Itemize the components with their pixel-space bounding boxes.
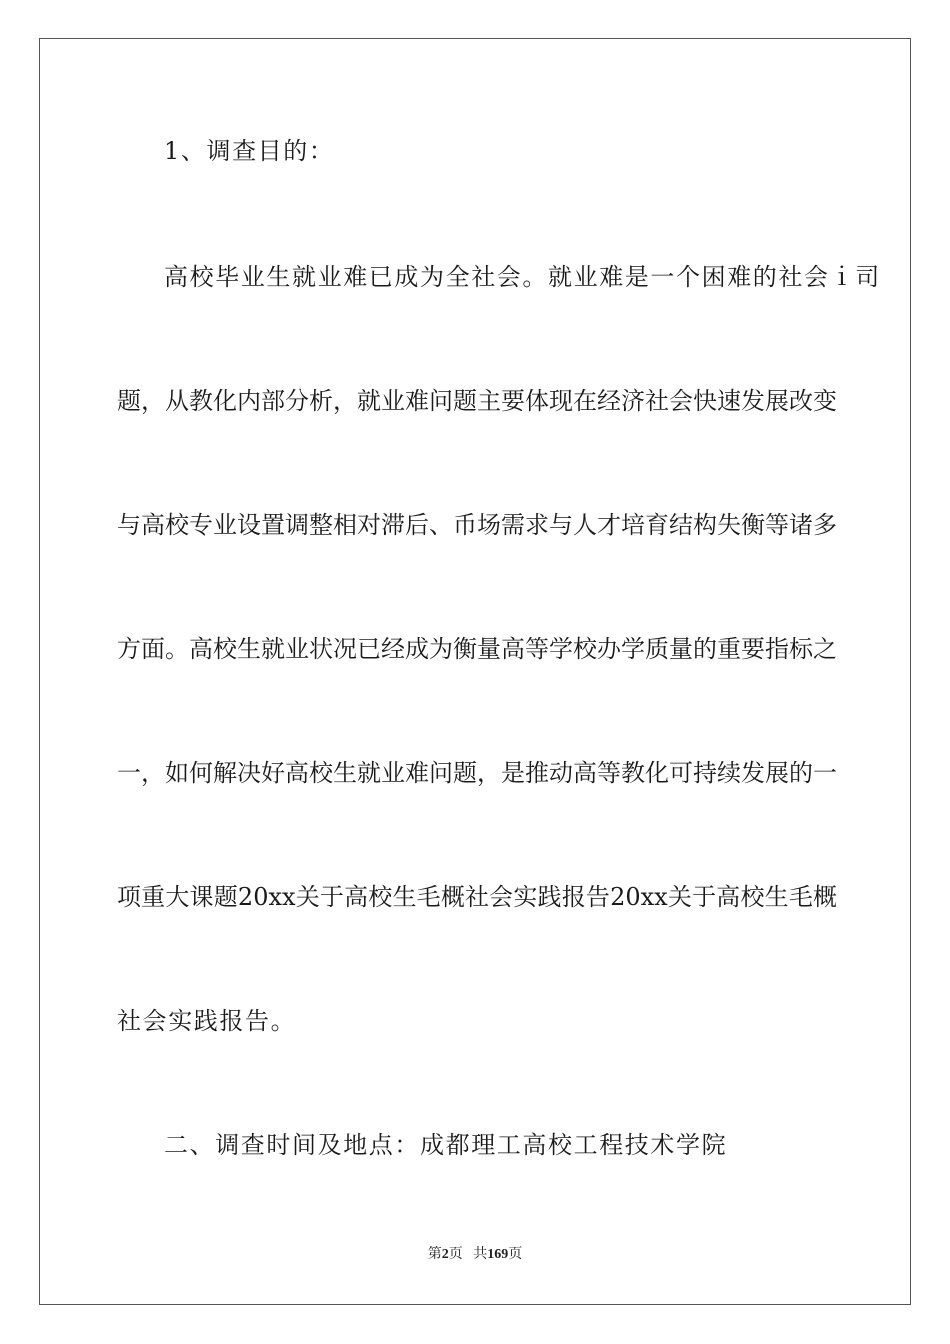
page-number-footer [0,1246,950,1264]
footer-page-current: 2 [441,1247,449,1262]
footer-page-prefix: 第 [427,1247,442,1262]
paragraph-line: 题，从教化内部分析，就业难问题主要体现在经济社会快速发展改变 [117,387,837,415]
paragraph-line: 项重大课题20xx关于高校生毛概社会实践报告20xx关于高校生毛概 [117,883,837,911]
section-heading-1: 1、调查目的： [164,137,335,165]
paragraph-line: 一，如何解决好高校生就业难问题，是推动高等教化可持续发展的一 [117,759,837,787]
footer-page-total: 169 [487,1247,509,1262]
section-heading-2: 二、调查时间及地点：成都理工高校工程技术学院 [164,1131,728,1159]
paragraph-line: 高校毕业生就业难已成为全社会。就业难是一个困难的社会ｉ司 [164,263,881,291]
footer-page-suffix: 页 [448,1247,463,1262]
paragraph-line: 社会实践报告。 [117,1007,297,1035]
paragraph-line: 与高校专业设置调整相对滞后、币场需求与人才培育结构失衡等诸多 [117,511,837,539]
footer-total-suffix: 页 [508,1247,523,1262]
footer-total-prefix: 共 [473,1247,488,1262]
page-border [39,38,911,1305]
paragraph-line: 方面。高校生就业状况已经成为衡量高等学校办学质量的重要指标之 [117,635,837,663]
